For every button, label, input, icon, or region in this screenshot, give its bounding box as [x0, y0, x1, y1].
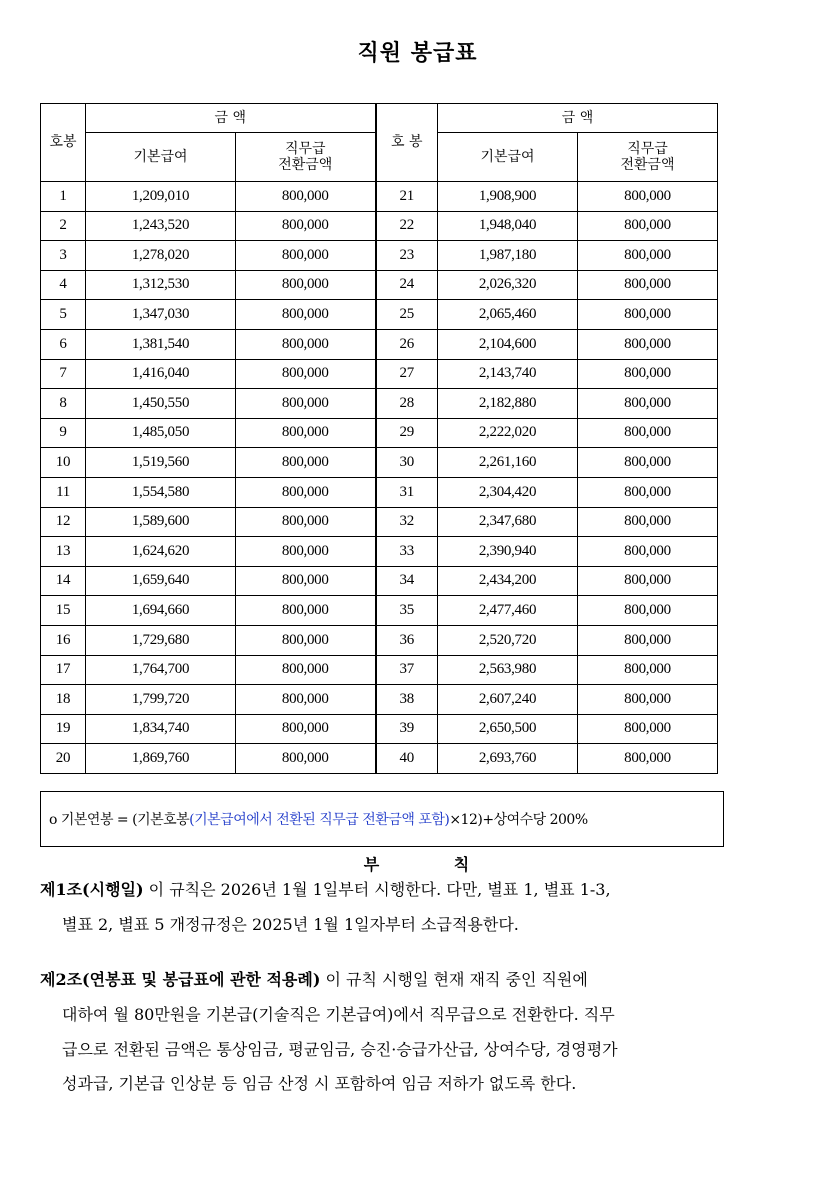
table-cell: 800,000	[578, 477, 718, 507]
table-row	[41, 329, 718, 359]
table-cell: 800,000	[578, 448, 718, 478]
table-cell: 800,000	[236, 537, 376, 567]
table-cell: 2,065,460	[438, 300, 578, 330]
table-cell: 30	[376, 448, 438, 478]
table-cell: 5	[41, 300, 86, 330]
table-cell: 2,222,020	[438, 418, 578, 448]
table-cell: 800,000	[578, 241, 718, 271]
table-cell: 800,000	[578, 655, 718, 685]
table-row	[41, 596, 718, 626]
table-cell: 2,477,460	[438, 596, 578, 626]
table-cell: 1,834,740	[86, 714, 236, 744]
table-cell: 800,000	[578, 566, 718, 596]
table-cell: 1,948,040	[438, 211, 578, 241]
table-cell: 28	[376, 389, 438, 419]
article-2: 제2조(연봉표 및 봉급표에 관한 적용례) 이 규칙 시행일 현재 재직 중인 직원에 대하여 월 80만원을 기본급(기술직은 기본급여)에서 직무급으로 전환한다. 직무 급으로 전환된 금액은 통상임금, 평균임금, 승진·승급가산급, 상여수당, 경영평가 성과급, 기본급 인상분 등 임금 산정 시 포함하여 임금 저하가 없도록 한다.	[40, 970, 618, 1094]
note-suffix: ×12)+상여수당 200%	[449, 812, 588, 828]
table-cell: 11	[41, 477, 86, 507]
table-cell: 1,589,600	[86, 507, 236, 537]
table-cell: 800,000	[236, 300, 376, 330]
table-cell: 3	[41, 241, 86, 271]
table-cell: 800,000	[236, 448, 376, 478]
table-cell: 36	[376, 625, 438, 655]
table-cell: 800,000	[236, 566, 376, 596]
table-cell: 1,347,030	[86, 300, 236, 330]
table-cell: 10	[41, 448, 86, 478]
table-cell: 1,799,720	[86, 685, 236, 715]
table-cell: 1,485,050	[86, 418, 236, 448]
table-cell: 4	[41, 270, 86, 300]
table-cell: 20	[41, 744, 86, 774]
table-cell: 800,000	[236, 655, 376, 685]
article-1-heading: 제1조(시행일)	[40, 880, 144, 899]
table-cell: 800,000	[236, 270, 376, 300]
table-cell: 2,304,420	[438, 477, 578, 507]
table-cell: 23	[376, 241, 438, 271]
table-cell: 26	[376, 329, 438, 359]
table-cell: 21	[376, 182, 438, 212]
header-job-pay: 직무급 전환금액	[236, 133, 376, 182]
annual-salary-note	[40, 791, 724, 847]
table-cell: 800,000	[578, 359, 718, 389]
table-cell: 800,000	[236, 477, 376, 507]
table-cell: 1,381,540	[86, 329, 236, 359]
table-row	[41, 182, 718, 212]
table-cell: 800,000	[578, 389, 718, 419]
table-cell: 37	[376, 655, 438, 685]
table-cell: 24	[376, 270, 438, 300]
table-row	[41, 625, 718, 655]
table-cell: 800,000	[236, 685, 376, 715]
supplementary-heading: 부 칙	[363, 855, 472, 874]
table-cell: 800,000	[578, 596, 718, 626]
article-2-heading: 제2조(연봉표 및 봉급표에 관한 적용례)	[40, 970, 321, 989]
header-hobong: 호봉	[41, 104, 86, 182]
table-cell: 1,312,530	[86, 270, 236, 300]
table-cell: 40	[376, 744, 438, 774]
table-cell: 2,347,680	[438, 507, 578, 537]
article-1: 제1조(시행일) 이 규칙은 2026년 1월 1일부터 시행한다. 다만, 별표 1, 별표 1-3, 별표 2, 별표 5 개정규정은 2025년 1월 1일자부터 소급적용한다.	[40, 880, 611, 934]
table-cell: 800,000	[236, 211, 376, 241]
table-cell: 31	[376, 477, 438, 507]
table-cell: 2,026,320	[438, 270, 578, 300]
table-cell: 800,000	[578, 625, 718, 655]
table-cell: 1,519,560	[86, 448, 236, 478]
page-title: 직원 봉급표	[357, 40, 478, 66]
table-cell: 2,434,200	[438, 566, 578, 596]
table-cell: 16	[41, 625, 86, 655]
note-prefix: o 기본연봉 = (기본호봉	[49, 812, 190, 828]
header-amount-right: 금 액	[438, 104, 718, 133]
table-cell: 800,000	[578, 270, 718, 300]
table-cell: 800,000	[578, 300, 718, 330]
table-cell: 39	[376, 714, 438, 744]
salary-table	[40, 103, 718, 774]
table-cell: 800,000	[578, 537, 718, 567]
header-base-salary: 기본급여	[86, 133, 236, 182]
table-cell: 6	[41, 329, 86, 359]
table-cell: 2,693,760	[438, 744, 578, 774]
table-row	[41, 537, 718, 567]
table-cell: 800,000	[236, 241, 376, 271]
table-cell: 1,624,620	[86, 537, 236, 567]
table-cell: 800,000	[236, 744, 376, 774]
table-row	[41, 359, 718, 389]
table-cell: 1,416,040	[86, 359, 236, 389]
table-cell: 2,104,600	[438, 329, 578, 359]
table-cell: 2,143,740	[438, 359, 578, 389]
table-row	[41, 211, 718, 241]
header-hobong-right: 호 봉	[376, 104, 438, 182]
table-cell: 2,390,940	[438, 537, 578, 567]
table-cell: 1,869,760	[86, 744, 236, 774]
table-row	[41, 744, 718, 774]
table-cell: 1,694,660	[86, 596, 236, 626]
table-cell: 1,908,900	[438, 182, 578, 212]
table-cell: 2,650,500	[438, 714, 578, 744]
table-row	[41, 685, 718, 715]
table-cell: 15	[41, 596, 86, 626]
table-row	[41, 389, 718, 419]
table-cell: 800,000	[236, 389, 376, 419]
table-cell: 1,554,580	[86, 477, 236, 507]
table-cell: 1,659,640	[86, 566, 236, 596]
table-cell: 32	[376, 507, 438, 537]
table-cell: 33	[376, 537, 438, 567]
table-cell: 12	[41, 507, 86, 537]
table-cell: 800,000	[578, 507, 718, 537]
table-row	[41, 566, 718, 596]
table-row	[41, 241, 718, 271]
table-cell: 2,563,980	[438, 655, 578, 685]
table-cell: 1,450,550	[86, 389, 236, 419]
table-cell: 7	[41, 359, 86, 389]
table-cell: 35	[376, 596, 438, 626]
table-cell: 800,000	[236, 596, 376, 626]
table-row	[41, 714, 718, 744]
table-row	[41, 418, 718, 448]
table-cell: 29	[376, 418, 438, 448]
table-cell: 800,000	[578, 685, 718, 715]
table-cell: 1,278,020	[86, 241, 236, 271]
table-cell: 800,000	[578, 714, 718, 744]
table-cell: 2,261,160	[438, 448, 578, 478]
table-row	[41, 270, 718, 300]
table-cell: 17	[41, 655, 86, 685]
table-cell: 38	[376, 685, 438, 715]
note-highlight: (기본급여에서 전환된 직무급 전환금액 포함)	[189, 812, 450, 828]
table-row	[41, 300, 718, 330]
table-cell: 800,000	[578, 418, 718, 448]
table-cell: 800,000	[236, 625, 376, 655]
table-cell: 1,243,520	[86, 211, 236, 241]
table-cell: 1,729,680	[86, 625, 236, 655]
header-amount: 금 액	[86, 104, 376, 133]
table-cell: 8	[41, 389, 86, 419]
table-cell: 800,000	[236, 418, 376, 448]
table-cell: 800,000	[236, 714, 376, 744]
table-cell: 1	[41, 182, 86, 212]
table-cell: 14	[41, 566, 86, 596]
table-cell: 34	[376, 566, 438, 596]
table-row	[41, 448, 718, 478]
table-cell: 800,000	[236, 359, 376, 389]
table-cell: 800,000	[236, 507, 376, 537]
table-cell: 22	[376, 211, 438, 241]
table-cell: 800,000	[236, 329, 376, 359]
table-cell: 25	[376, 300, 438, 330]
table-cell: 9	[41, 418, 86, 448]
table-cell: 19	[41, 714, 86, 744]
header-job-pay-right: 직무급 전환금액	[578, 133, 718, 182]
table-cell: 27	[376, 359, 438, 389]
table-row	[41, 477, 718, 507]
table-row	[41, 655, 718, 685]
table-cell: 18	[41, 685, 86, 715]
table-row	[41, 507, 718, 537]
table-cell: 800,000	[578, 182, 718, 212]
table-cell: 800,000	[236, 182, 376, 212]
table-cell: 13	[41, 537, 86, 567]
table-cell: 800,000	[578, 744, 718, 774]
table-cell: 800,000	[578, 329, 718, 359]
table-cell: 2	[41, 211, 86, 241]
table-cell: 800,000	[578, 211, 718, 241]
header-base-salary-right: 기본급여	[438, 133, 578, 182]
table-cell: 1,209,010	[86, 182, 236, 212]
table-cell: 2,182,880	[438, 389, 578, 419]
table-cell: 2,520,720	[438, 625, 578, 655]
table-cell: 1,987,180	[438, 241, 578, 271]
table-cell: 1,764,700	[86, 655, 236, 685]
table-cell: 2,607,240	[438, 685, 578, 715]
